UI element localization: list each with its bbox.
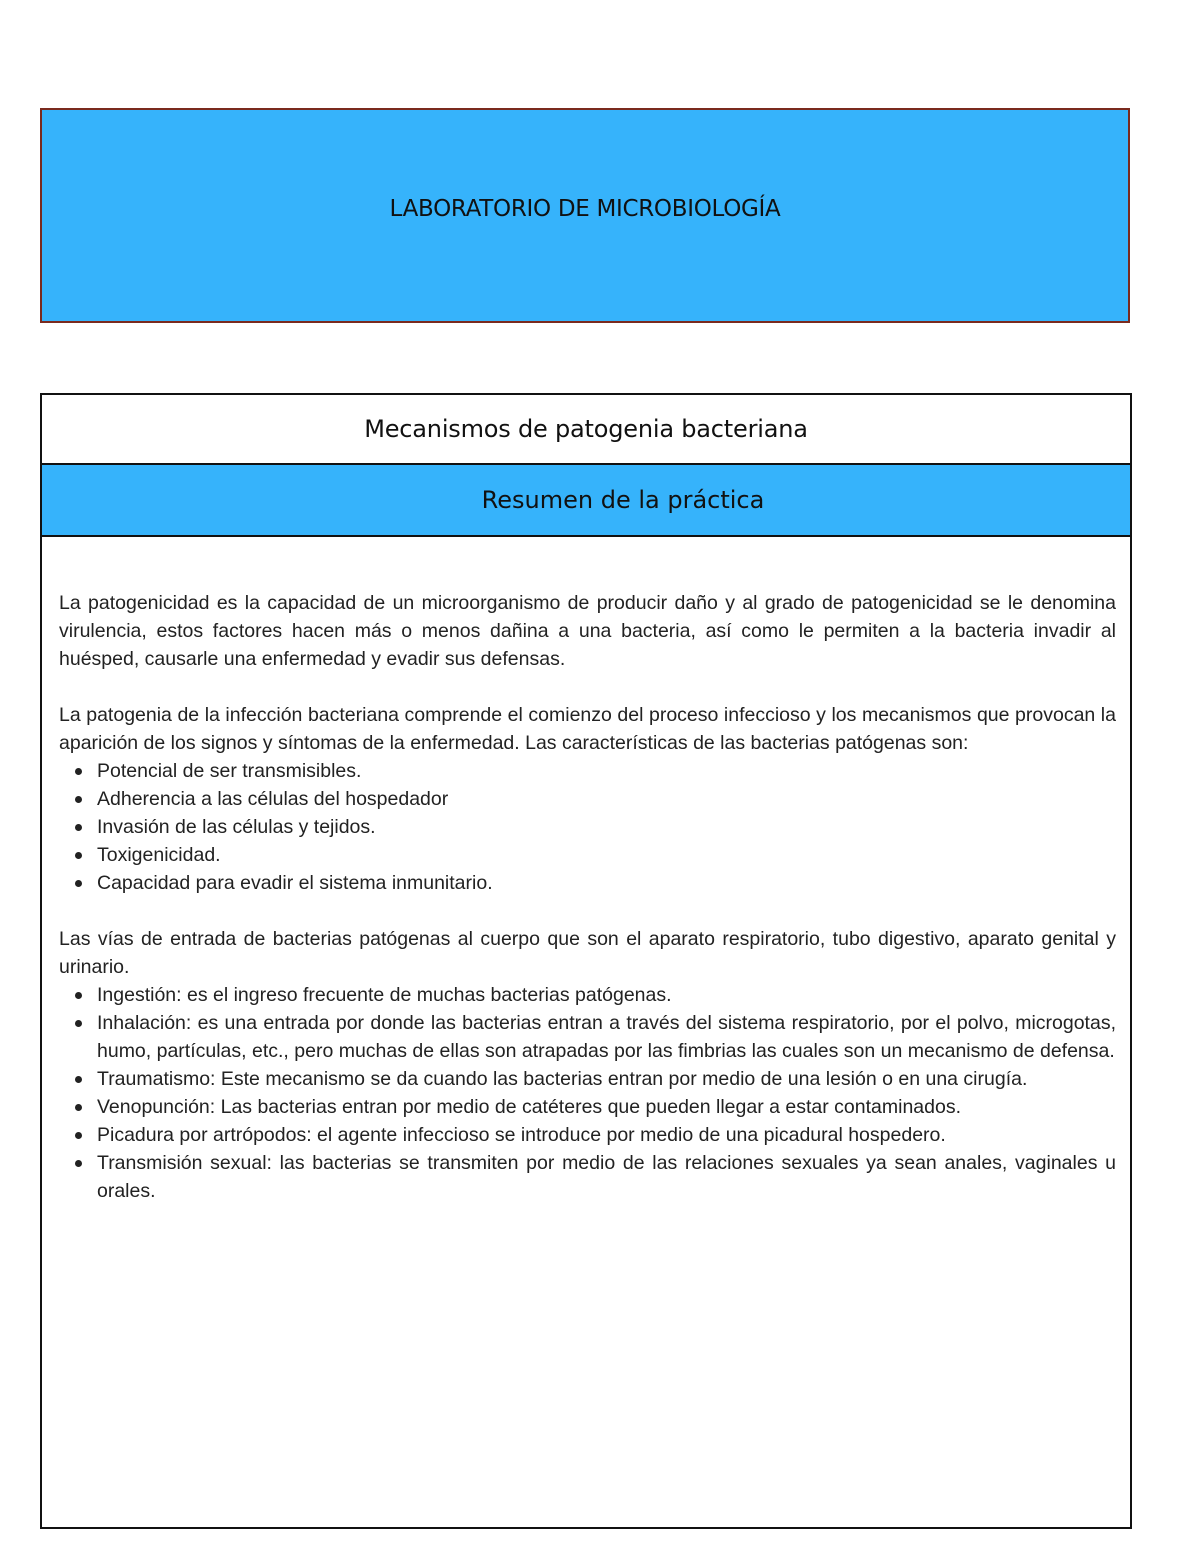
bullet-icon [75, 1132, 82, 1139]
entry-routes-list [59, 981, 1116, 1205]
list-item: Toxigenicidad. [97, 841, 1116, 869]
summary-header-row [42, 465, 1130, 537]
bullet-icon [75, 992, 82, 999]
list-item: Picadura por artrópodos: el agente infeccioso se introduce por medio de una picadural hospedero. [97, 1121, 1116, 1149]
characteristics-list [59, 757, 1116, 897]
lab-title: LABORATORIO DE MICROBIOLOGÍA [389, 195, 781, 222]
list-item: Invasión de las células y tejidos. [97, 813, 1116, 841]
list-item: Transmisión sexual: las bacterias se transmiten por medio de las relaciones sexuales ya sean anales, vaginales u orales. [97, 1149, 1116, 1205]
list-item: Traumatismo: Este mecanismo se da cuando las bacterias entran por medio de una lesión o en una cirugía. [97, 1065, 1116, 1093]
summary-label: Resumen de la práctica [481, 486, 765, 514]
bullet-icon [75, 880, 82, 887]
list-item: Venopunción: Las bacterias entran por medio de catéteres que pueden llegar a estar contaminados. [97, 1093, 1116, 1121]
bullet-icon [75, 1104, 82, 1111]
practice-box [40, 393, 1132, 1529]
list-item: Capacidad para evadir el sistema inmunitario. [97, 869, 1116, 897]
list-item: Potencial de ser transmisibles. [97, 757, 1116, 785]
bullet-icon [75, 824, 82, 831]
lab-header-box [40, 108, 1130, 323]
practice-title-row [42, 395, 1130, 465]
bullet-icon [75, 1076, 82, 1083]
bullet-icon [75, 1160, 82, 1167]
paragraph-pathogenesis: La patogenia de la infección bacteriana comprende el comienzo del proceso infeccioso y los mecanismos que provocan la aparición de los signos y síntomas de la enfermedad. Las características de las bacterias patógenas son: [59, 704, 1116, 754]
list-item: Inhalación: es una entrada por donde las bacterias entran a través del sistema respiratorio, por el polvo, microgotas, humo, partículas, etc., pero muchas de ellas son atrapadas por las fimbrias las cuales son un mecanismo de defensa. [97, 1009, 1116, 1065]
paragraph-entry-routes: Las vías de entrada de bacterias patógenas al cuerpo que son el aparato respiratorio, tubo digestivo, aparato genital y urinario. [59, 928, 1116, 978]
practice-title: Mecanismos de patogenia bacteriana [364, 415, 808, 443]
list-item: Ingestión: es el ingreso frecuente de muchas bacterias patógenas. [97, 981, 1116, 1009]
list-item: Adherencia a las células del hospedador [97, 785, 1116, 813]
paragraph-pathogenicity: La patogenicidad es la capacidad de un microorganismo de producir daño y al grado de patogenicidad se le denomina virulencia, estos factores hacen más o menos dañina a una bacteria, así como le permiten a la bacteria invadir al huésped, causarle una enfermedad y evadir sus defensas. [59, 592, 1116, 670]
bullet-icon [75, 852, 82, 859]
bullet-icon [75, 796, 82, 803]
bullet-icon [75, 768, 82, 775]
bullet-icon [75, 1020, 82, 1027]
summary-content [42, 537, 1130, 1205]
